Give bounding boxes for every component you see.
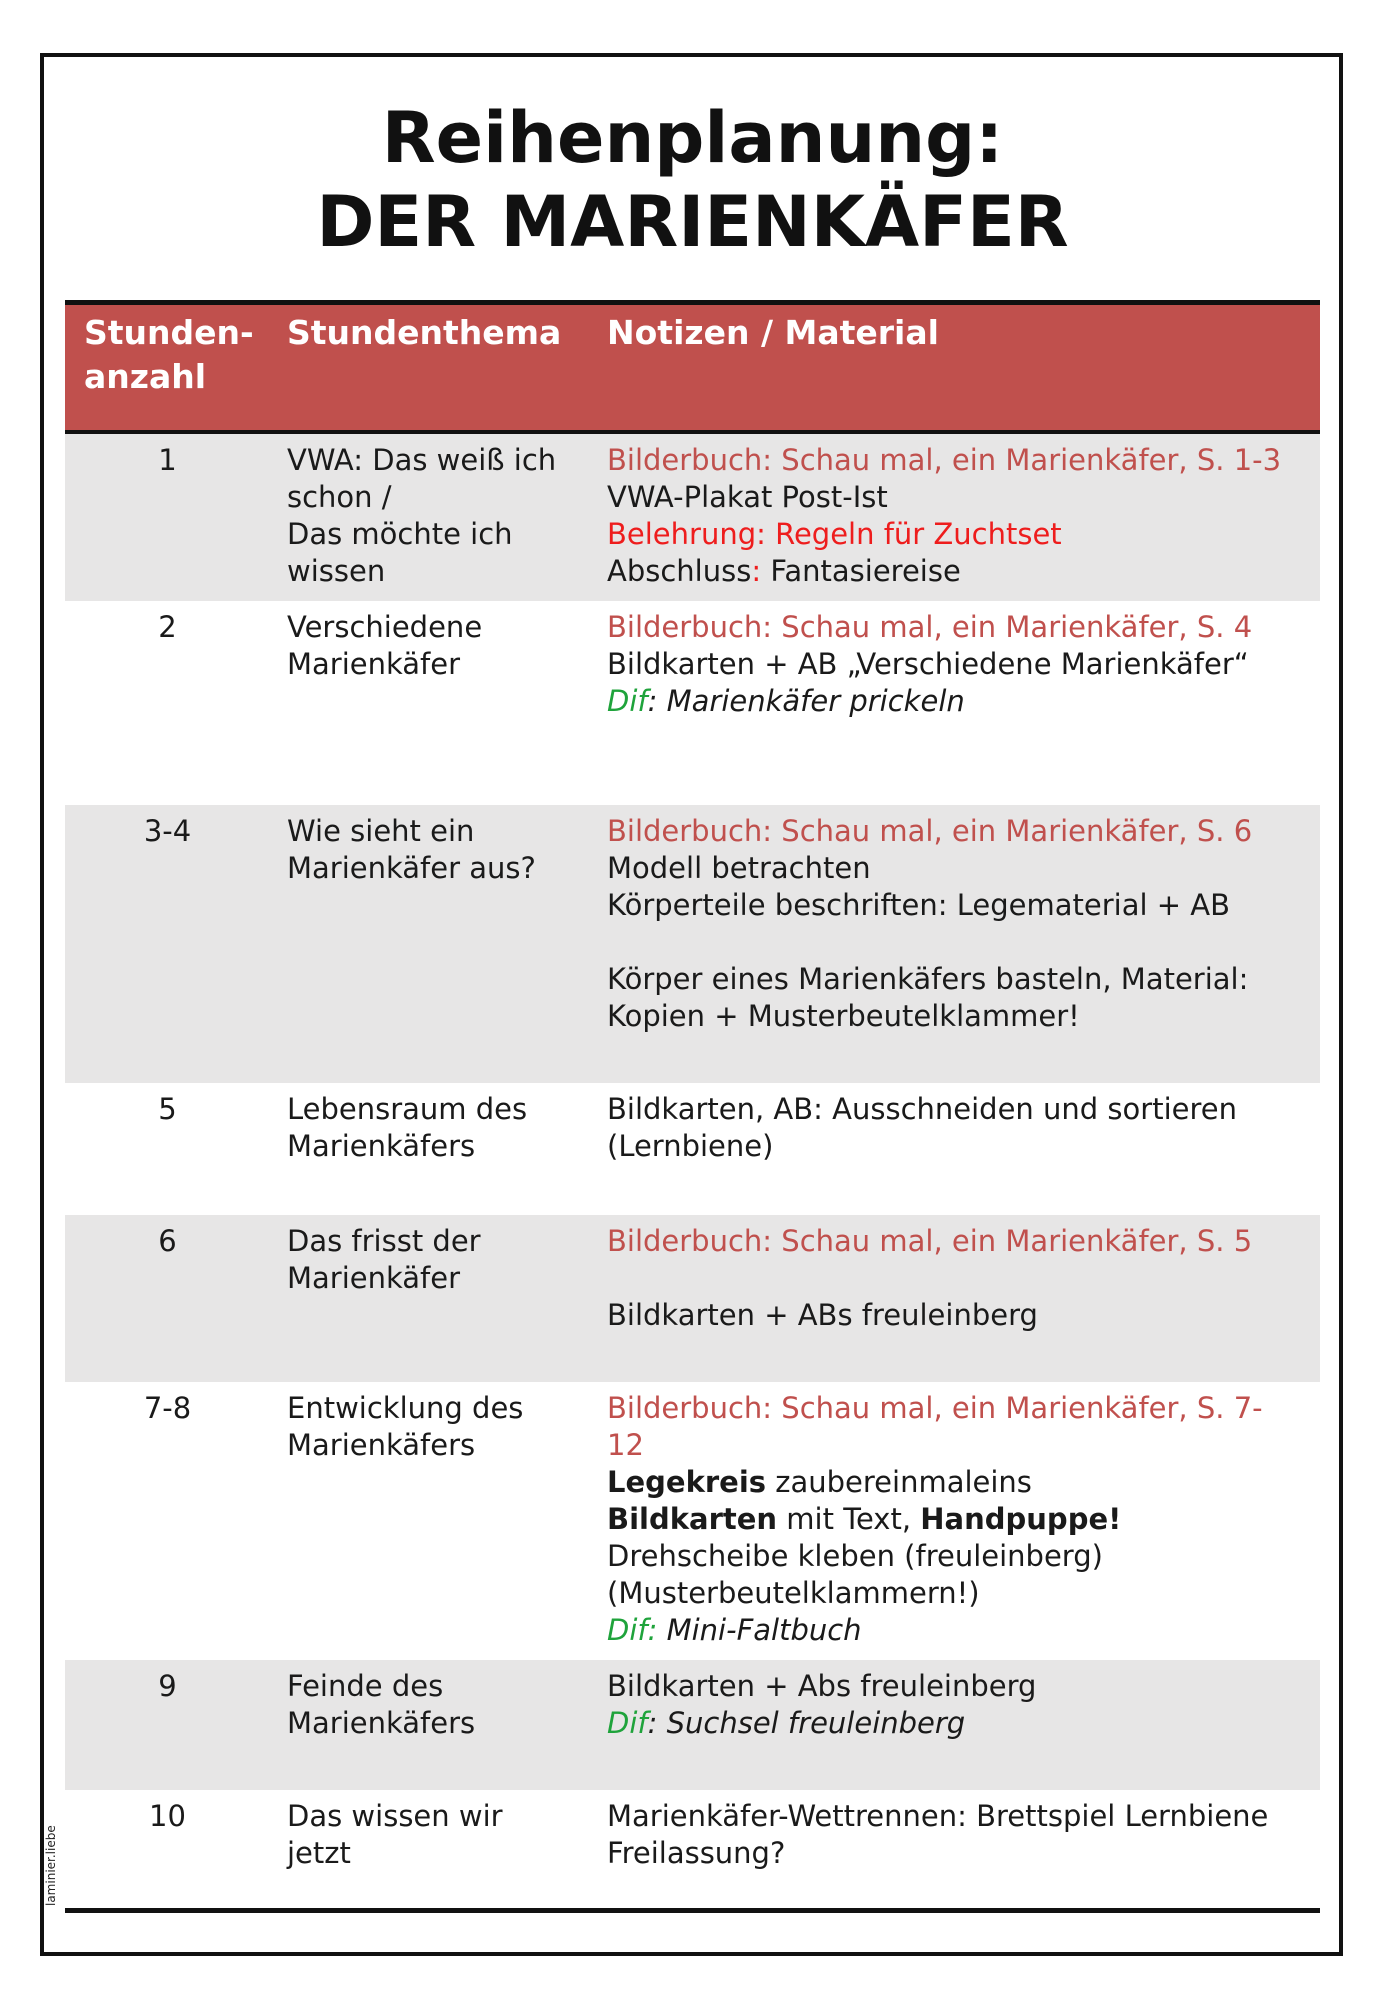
page-title-line-1: Reihenplanung: — [381, 97, 1004, 179]
topic-line: wissen — [287, 554, 386, 588]
row-number: 3-4 — [143, 814, 192, 848]
topic-line: Marienkäfers — [287, 1129, 476, 1163]
row-notes — [607, 442, 1317, 590]
notes-line — [607, 1464, 1317, 1501]
topic-line: schon / — [287, 480, 392, 514]
topic-line: Wie sieht ein — [287, 814, 475, 848]
closing-label: Abschluss — [607, 554, 752, 588]
row-notes — [607, 1223, 1317, 1334]
dif-label: Dif: — [607, 1613, 658, 1647]
table-row — [65, 1382, 1320, 1660]
legekreis-label: Legekreis — [607, 1465, 767, 1499]
spacer — [607, 924, 1317, 961]
row-topic — [287, 813, 587, 887]
notes-line — [607, 1501, 1317, 1538]
dif-text: : Suchsel freuleinberg — [647, 1706, 966, 1740]
header-notes: Notizen / Material — [607, 313, 939, 352]
row-number: 6 — [158, 1224, 177, 1258]
topic-line: Das möchte ich — [287, 517, 513, 551]
notes-line: Bildkarten, AB: Ausschneiden und sortieren — [607, 1092, 1237, 1126]
book-reference: Bilderbuch: Schau mal, ein Marienkäfer, S. 7- — [607, 1391, 1263, 1425]
notes-line: Freilassung? — [607, 1836, 786, 1870]
table-bottom-rule — [65, 1908, 1320, 1913]
notes-line: Körper eines Marienkäfers basteln, Material: — [607, 962, 1249, 996]
topic-line: Lebensraum des — [287, 1092, 528, 1126]
dif-line — [607, 683, 1317, 720]
notes-line: Bildkarten + Abs freuleinberg — [607, 1669, 1037, 1703]
notes-line: Bildkarten + AB „Verschiedene Marienkäfer“ — [607, 647, 1249, 681]
row-topic — [287, 1223, 587, 1297]
table-row — [65, 601, 1320, 805]
header-lessons-line-2: anzahl — [84, 357, 207, 396]
row-notes — [607, 1798, 1317, 1872]
table-row — [65, 805, 1320, 1083]
header-topic: Stundenthema — [287, 313, 562, 352]
topic-line: VWA: Das weiß ich — [287, 443, 557, 477]
dif-text: : Marienkäfer prickeln — [647, 684, 965, 718]
topic-line: jetzt — [287, 1836, 351, 1870]
row-number: 9 — [158, 1669, 177, 1703]
row-notes — [607, 1668, 1317, 1742]
closing-colon: : — [751, 554, 762, 588]
table-row — [65, 1660, 1320, 1790]
notes-line: Marienkäfer-Wettrennen: Brettspiel Lernbiene — [607, 1799, 1269, 1833]
topic-line: Verschiedene — [287, 610, 483, 644]
table-row — [65, 1215, 1320, 1382]
row-notes — [607, 1091, 1317, 1165]
row-topic — [287, 1390, 587, 1464]
book-reference: Bilderbuch: Schau mal, ein Marienkäfer, S. 6 — [607, 814, 1253, 848]
notes-text: zaubereinmaleins — [766, 1465, 1032, 1499]
row-number: 2 — [158, 610, 177, 644]
dif-line — [607, 1705, 1317, 1742]
table-header — [65, 305, 1320, 430]
book-reference: Bilderbuch: Schau mal, ein Marienkäfer, S. 4 — [607, 610, 1253, 644]
dif-text: Mini-Faltbuch — [657, 1613, 862, 1647]
book-reference-cont: 12 — [607, 1428, 644, 1462]
header-lessons-line-1: Stunden- — [84, 313, 254, 352]
notes-line: (Musterbeutelklammern!) — [607, 1576, 980, 1610]
topic-line: Marienkäfers — [287, 1706, 476, 1740]
row-notes — [607, 1390, 1317, 1649]
row-topic — [287, 1668, 587, 1742]
row-number: 1 — [158, 443, 177, 477]
handpuppe-label: Handpuppe! — [920, 1502, 1122, 1536]
table-row — [65, 1083, 1320, 1215]
notes-line: VWA-Plakat Post-Ist — [607, 480, 888, 514]
row-topic — [287, 609, 587, 683]
book-reference: Bilderbuch: Schau mal, ein Marienkäfer, S. 1-3 — [607, 443, 1282, 477]
table-row — [65, 1790, 1320, 1908]
topic-line: Das frisst der — [287, 1224, 481, 1258]
spacer — [607, 1260, 1317, 1297]
notes-text: mit Text, — [777, 1502, 921, 1536]
row-topic — [287, 1091, 587, 1165]
notes-line: (Lernbiene) — [607, 1129, 774, 1163]
topic-line: Marienkäfer — [287, 1261, 461, 1295]
page-title-line-2: DER MARIENKÄFER — [316, 181, 1069, 263]
notes-line: Kopien + Musterbeutelklammer! — [607, 999, 1080, 1033]
row-number: 10 — [149, 1799, 186, 1833]
notes-line — [607, 553, 1317, 590]
dif-line — [607, 1612, 1317, 1649]
topic-line: Marienkäfer — [287, 647, 461, 681]
row-topic — [287, 442, 587, 590]
dif-label: Dif — [607, 684, 648, 718]
notes-line: Modell betrachten — [607, 851, 871, 885]
row-topic — [287, 1798, 587, 1872]
table-row — [65, 434, 1320, 601]
topic-line: Feinde des — [287, 1669, 444, 1703]
bildkarten-label: Bildkarten — [607, 1502, 778, 1536]
book-reference: Bilderbuch: Schau mal, ein Marienkäfer, S. 5 — [607, 1224, 1253, 1258]
notes-line: Drehscheibe kleben (freuleinberg) — [607, 1539, 1103, 1573]
dif-label: Dif — [607, 1706, 648, 1740]
header-lessons — [84, 311, 254, 399]
row-number: 5 — [158, 1092, 177, 1126]
topic-line: Entwicklung des — [287, 1391, 524, 1425]
notes-line: Bildkarten + ABs freuleinberg — [607, 1298, 1038, 1332]
safety-instruction: Belehrung: Regeln für Zuchtset — [607, 517, 1062, 551]
row-number: 7-8 — [143, 1391, 192, 1425]
watermark: laminier.liebe — [44, 1825, 58, 1906]
topic-line: Marienkäfers — [287, 1428, 476, 1462]
topic-line: Marienkäfer aus? — [287, 851, 536, 885]
row-notes — [607, 813, 1317, 1035]
closing-text: Fantasiereise — [761, 554, 961, 588]
notes-line: Körperteile beschriften: Legematerial + AB — [607, 888, 1230, 922]
topic-line: Das wissen wir — [287, 1799, 503, 1833]
row-notes — [607, 609, 1317, 720]
